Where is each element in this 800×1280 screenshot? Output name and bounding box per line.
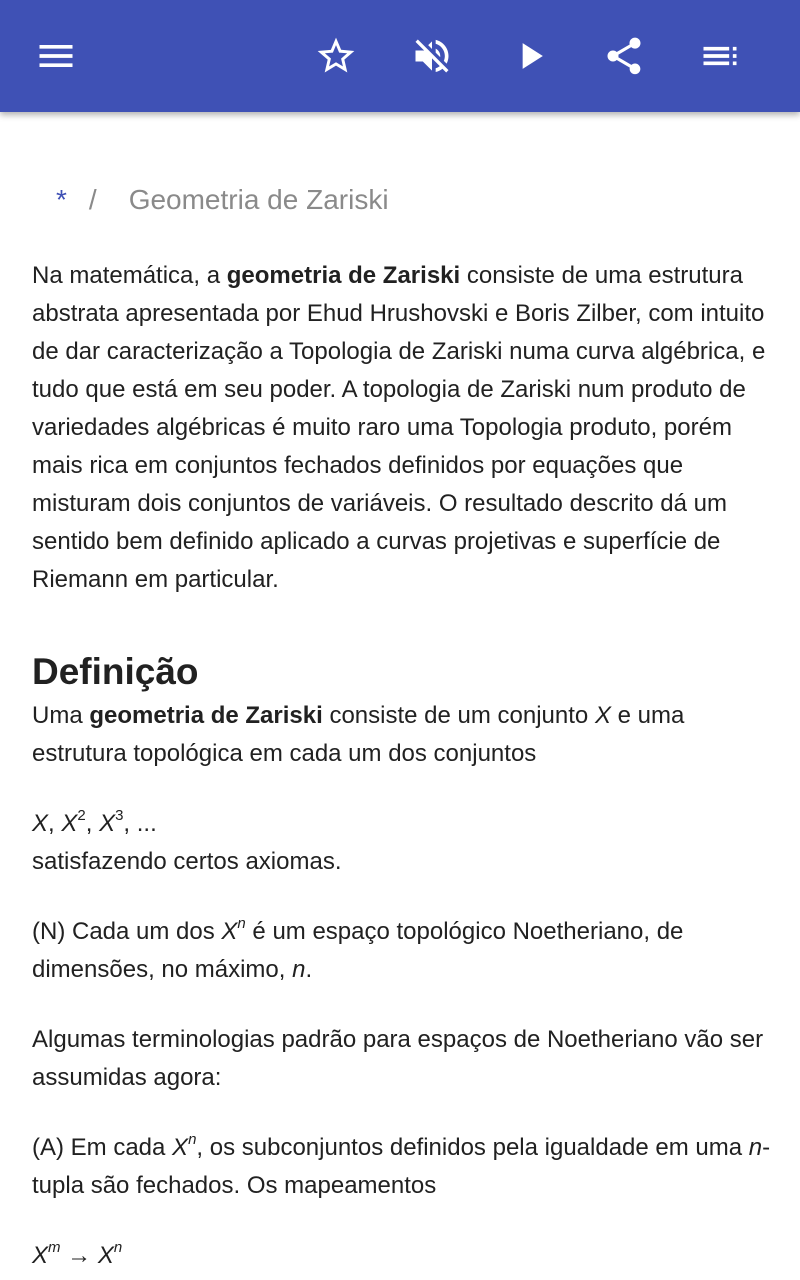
definition-text-start: Uma: [32, 702, 90, 729]
breadcrumb-separator: /: [88, 184, 97, 215]
intro-term: geometria de Zariski: [226, 262, 461, 289]
definition-paragraph: [32, 697, 772, 773]
axiom-a-paragraph: [32, 1129, 772, 1205]
menu-button[interactable]: [24, 24, 88, 88]
mapping-formula: [32, 1237, 772, 1275]
formula-var: X: [97, 1242, 114, 1269]
formula-var: X: [172, 1134, 189, 1161]
section-heading-definicao: Definição: [32, 651, 199, 692]
axiom-a-mid: , os subconjuntos definidos pela igualdade em uma: [196, 1134, 749, 1161]
formula-sep: ,: [48, 810, 62, 837]
play-icon: [508, 34, 552, 78]
axiom-n-mid: é um espaço topológico Noetheriano, de dimensões, no máximo,: [32, 918, 684, 983]
intro-paragraph: [32, 257, 772, 599]
intro-text-start: Na matemática, a: [32, 262, 227, 289]
sets-formula: [32, 805, 772, 843]
formula-exponent: n: [188, 1131, 197, 1148]
share-icon: [602, 34, 646, 78]
formula-var: X: [221, 918, 238, 945]
intro-text-rest: consiste de uma estrutura abstrata apresentada por Ehud Hrushovski e Boris Zilber, com intuito de dar caracterização a Topologia de Zariski numa curva algébrica, e tudo que está em seu poder. A topologia de Zariski num produto de variedades algébricas é muito raro uma Topologia produto, porém mais rica em conjuntos fechados definidos por equações que misturam dois conjuntos de variáveis. O resultado descrito dá um sentido bem definido aplicado a curvas projetivas e superfície de Riemann em particular.: [32, 262, 766, 593]
formula-exponent: n: [113, 1239, 123, 1256]
terminology-paragraph: Algumas terminologias padrão para espaços de Noetheriano vão ser assumidas agora:: [32, 1026, 764, 1091]
menu-icon: [34, 34, 78, 78]
volume-off-icon: [410, 34, 454, 78]
axiom-n-end: .: [305, 956, 313, 983]
favorite-button[interactable]: [304, 24, 368, 88]
formula-exponent: 2: [77, 807, 86, 824]
axiom-n-start: (N) Cada um dos: [32, 918, 222, 945]
star-outline-icon: [314, 34, 358, 78]
formula-var: X: [32, 810, 49, 837]
breadcrumb: [32, 180, 772, 220]
play-button[interactable]: [498, 24, 562, 88]
breadcrumb-home-link[interactable]: *: [56, 184, 67, 215]
formula-var: X: [32, 1242, 49, 1269]
axiom-a-end: - tupla são fechados. Os mapeamentos: [32, 1134, 771, 1199]
table-of-contents-button[interactable]: [688, 24, 752, 88]
formula-exponent: 3: [115, 807, 124, 824]
breadcrumb-current: Geometria de Zariski: [128, 184, 389, 215]
formula-exponent: n: [237, 915, 246, 932]
table-of-contents-icon: [698, 34, 742, 78]
formula-var: X: [99, 810, 116, 837]
formula-ellipsis: , ...: [123, 810, 157, 837]
share-button[interactable]: [592, 24, 656, 88]
formula-sep: ,: [85, 810, 100, 837]
app-bar: [0, 0, 800, 112]
axioms-text: satisfazendo certos axiomas.: [32, 848, 342, 875]
definition-variable: X: [594, 702, 611, 729]
axiom-a-start: (A) Em cada: [32, 1134, 173, 1161]
formula-exponent: m: [48, 1239, 61, 1256]
definition-text-mid: consiste de um conjunto: [322, 702, 595, 729]
definition-term: geometria de Zariski: [89, 702, 323, 729]
definition-text-end: e uma estrutura topológica em cada um dos conjuntos: [32, 702, 685, 767]
mute-button[interactable]: [400, 24, 464, 88]
formula-arrow: →: [60, 1242, 98, 1269]
axiom-n-paragraph: [32, 913, 772, 989]
formula-var: n: [748, 1134, 763, 1161]
formula-var: X: [61, 810, 78, 837]
article-content: [32, 112, 772, 1275]
formula-var: n: [292, 956, 306, 983]
